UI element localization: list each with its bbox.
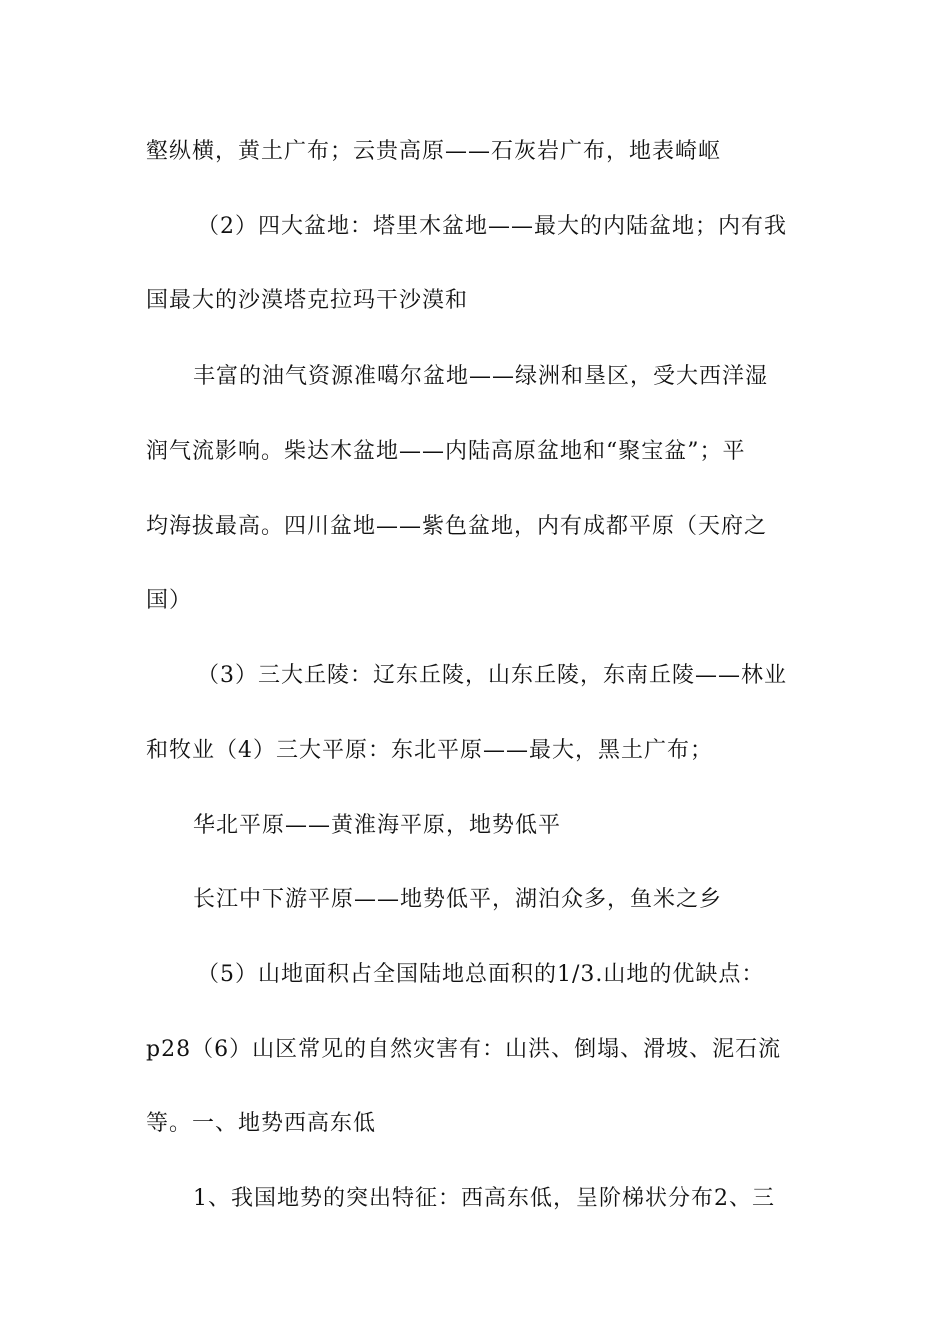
text-line: （5）山地面积占全国陆地总面积的1/3.山地的优缺点： [197,962,765,987]
text-line: 国最大的沙漠塔克拉玛干沙漠和 [146,288,469,313]
text-line: p28（6）山区常见的自然灾害有：山洪、倒塌、滑坡、泥石流 [146,1037,782,1062]
text-line: 润气流影响。柴达木盆地——内陆高原盆地和“聚宝盆”；平 [146,439,746,464]
text-line: 等。一、地势西高东低 [146,1111,377,1136]
text-line: 1、我国地势的突出特征：西高东低，呈阶梯状分布2、三 [193,1186,775,1211]
text-line: 华北平原——黄淮海平原，地势低平 [193,813,562,838]
text-line: 壑纵横，黄土广布；云贵高原——石灰岩广布，地表崎岖 [146,139,722,164]
text-line: （2）四大盆地：塔里木盆地——最大的内陆盆地；内有我 [197,214,787,239]
text-line: 国） [146,588,193,613]
text-line: 均海拔最高。四川盆地——紫色盆地，内有成都平原（天府之 [146,514,768,539]
text-line: 丰富的油气资源准噶尔盆地——绿洲和垦区，受大西洋湿 [193,364,769,389]
text-line: （3）三大丘陵：辽东丘陵，山东丘陵，东南丘陵——林业 [197,663,787,688]
text-line: 长江中下游平原——地势低平，湖泊众多，鱼米之乡 [193,887,723,912]
text-line: 和牧业（4）三大平原：东北平原——最大，黑土广布； [146,738,713,763]
